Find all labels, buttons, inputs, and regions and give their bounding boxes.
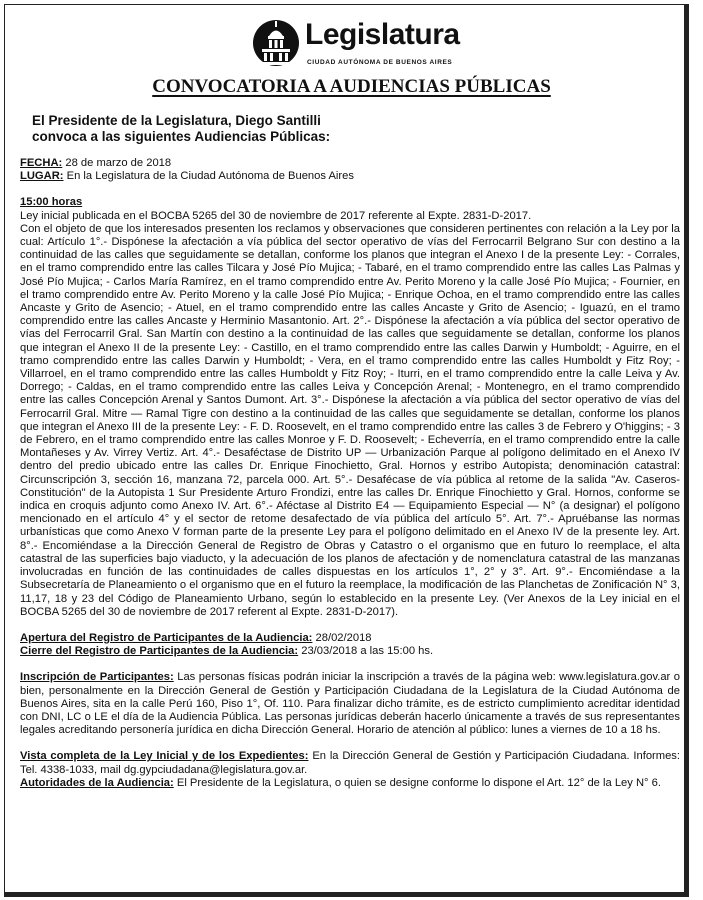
- apertura-line: [20, 632, 680, 645]
- inscripcion-label: Inscripción de Participantes:: [20, 671, 174, 684]
- logo-subtitle: CIUDAD AUTÓNOMA DE BUENOS AIRES: [307, 59, 453, 66]
- intro-line-1: El Presidente de la Legislatura, Diego Santilli: [32, 113, 321, 128]
- inscripcion-text: Las personas físicas podrán iniciar la inscripción a través de la página web: www.legislatura.gov.ar o bien, personalmente en la Dirección General de Gestión y Participación Ciudadana de la Legislatura de la Ciudad Autónoma de Buenos Aires, sita en la calle Perú 160, Piso 1°, Of. 110. Para finalizar dicho trámite, es de estricto cumplimiento acreditar identidad con DNI, LC o LE el día de la Audiencia Pública. Las personas jurídicas deberán hacerlo únicamente a través de sus representantes legales acreditando personería jurídica en dicha Dirección General. Horario de atención al público: lunes a viernes de 10 a 18 hs.: [20, 671, 680, 737]
- intro: [32, 113, 330, 145]
- autoridades-paragraph: [20, 777, 680, 790]
- vista-text: En la Dirección General de Gestión y Participación Ciudadana. Informes: Tel. 4338-1033, mail dg.gypciudadana@legislatura.gov.ar.: [20, 750, 681, 776]
- main-paragraph: Con el objeto de que los interesados presenten los reclamos y observaciones que consideren pertinentes con relación a la Ley por la cual: Artículo 1°.- Dispónese la afectación a vía pública del sector operativo de vías del Ferrocarril Belgrano Sur con destino a la continuidad de las calles que seguidamente se detallan, conforme los planos que integran el Anexo I de la presente Ley: - Corrales, en el tramo comprendido entre las calles Tilcara y José Pío Mujica; - Tabaré, en el tramo comprendido entre las calles Las Palmas y José Pío Mujica; - Carlos María Ramírez, en el tramo comprendido entre Av. Perito Moreno y la calle José Pío Mujica; - Fournier, en el tramo comprendido entre Av. Perito Moreno y la calle José Pío Mujica; - Enrique Ochoa, en el tramo comprendido entre las calles Ancaste y Grito de Asencio; - Atuel, en el tramo comprendido entre las calles Ancaste y Grito de Asencio; - Iguazú, en el tramo comprendido entre las calles Ancaste y Herminio Masantonio. Art. 2°.- Dispónese la afectación a vía pública del sector operativo de vías del Ferrocarril Gral. San Martín con destino a la continuidad de las calles que seguidamente se detallan, conforme los planos que integran el Anexo II de la presente Ley: - Castillo, en el tramo comprendido entre las calles Darwin y Humboldt; - Aguirre, en el tramo comprendido entre las calles Darwin y Humboldt; - Vera, en el tramo comprendido entre las calles Humboldt y Fitz Roy; - Villarroel, en el tramo comprendido entre las calles Humboldt y Fitz Roy; - Iturri, en el tramo comprendido entre la calle Leiva y Av. Dorrego; - Caldas, en el tramo comprendido entre las calles Leiva y Concepción Arenal; - Montenegro, en el tramo comprendido entre las calles Concepción Arenal y Santos Dumont. Art. 3°.- Dispónese la afectación a vía pública del sector operativo de vías del Ferrocarril Gral. Mitre — Ramal Tigre con destino a la continuidad de las calles que seguidamente se detallan, conforme los planos que integran el Anexo III de la presente Ley: - F. D. Roosevelt, en el tramo comprendido entre las calles 3 de Febrero y O'higgins; - 3 de Febrero, en el tramo comprendido entre las calles Monroe y F. D. Roosevelt; - Echeverría, en el tramo comprendido entre la calle Montañeses y Av. Virrey Vertiz. Art. 4°.- Desaféctase de Distrito UP — Urbanización Parque al polígono delimitado en el Anexo IV dentro del predio ubicado entre las calles Dr. Enrique Finochietto, Gral. Hornos y estribo Autopista; denominación catastral: Circunscripción 3, sección 16, manzana 72, parcela 000. Art. 5°.- Desafécase de vía pública al retome de la salida "Av. Caseros-Constitución" de la Autopista 1 Sur Presidente Arturo Frondizi, entre las calles Dr. Enrique Finochietto y Gral. Hornos, conforme se indica en croquis adjunto como Anexo IV. Art. 6°.- Aféctase al Distrito E4 — Equipamiento Especial — N° (a designar) el polígono mencionado en el artículo 4° y el sector de retome desafectado de vía pública del artículo 5°. Art. 7°.- Apruébanse las normas urbanísticas que como Anexo V forman parte de la presente Ley para el polígono delimitado en el Anexo IV de la presente ley. Art. 8°.- Encomiéndase a la Dirección General de Registro de Obras y Catastro o el organismo que en futuro lo reemplace, el alta catastral de las superficies bajo viaducto, y la adecuación de los planos de afectación y de nomenclatura catastral de las manzanas involucradas en función de las continuidades de calles dispuestas en los artículos 1°, 2° y 3°. Art. 9°.- Encomiéndase a la Subsecretaría de Planeamiento o el organismo que en el futuro la reemplace, la modificación de las Planchetas de Zonificación N° 3, 11,17, 18 y 23 del Código de Planeamiento Urbano, según lo establecido en la presente Ley. (Ver Anexos de la Ley inicial en el BOCBA 5265 del 30 de noviembre de 2017 referent al Expte. 2831-D-2017).: [20, 222, 680, 618]
- autoridades-text: El Presidente de la Legislatura, o quien se designe conforme lo dispone el Art. 12° de la Ley N° 6.: [176, 776, 661, 789]
- apertura-label: Apertura del Registro de Participantes de la Audiencia:: [20, 631, 313, 644]
- autoridades-label: Autoridades de la Audiencia:: [20, 776, 174, 789]
- lugar-label: LUGAR:: [20, 170, 64, 183]
- lugar-line: [20, 170, 680, 183]
- apertura-value: 28/02/2018: [315, 631, 372, 644]
- fecha-value: 28 de marzo de 2018: [65, 157, 172, 169]
- legislatura-logo: [253, 14, 460, 76]
- header: [0, 8, 703, 78]
- cierre-value: 23/03/2018 a las 15:00 hs.: [301, 645, 434, 658]
- vista-paragraph: [20, 750, 680, 776]
- lugar-value: En la Legislatura de la Ciudad Autónoma de Buenos Aires: [66, 170, 354, 183]
- fecha-label: FECHA:: [20, 157, 63, 169]
- hora-line: [20, 196, 680, 209]
- cierre-line: [20, 645, 680, 658]
- cierre-label: Cierre del Registro de Participantes de la Audiencia:: [20, 645, 299, 658]
- logo-wordmark: Legislatura: [305, 18, 460, 51]
- page-title: [0, 76, 703, 98]
- title-text: CONVOCATORIA A AUDIENCIAS PÚBLICAS: [152, 76, 551, 97]
- vista-label: Vista completa de la Ley Inicial y de los Expedientes:: [20, 750, 309, 763]
- ley-line: Ley inicial publicada en el BOCBA 5265 del 30 de noviembre de 2017 referente al Expte. 2831-D-2017.: [20, 209, 532, 222]
- document-body: [20, 157, 680, 790]
- fecha-line: [20, 157, 680, 170]
- inscripcion-paragraph: [20, 671, 680, 737]
- legislatura-building-icon: [253, 14, 299, 72]
- intro-line-2: convoca a las siguientes Audiencias Públicas:: [32, 129, 331, 144]
- hora-label: 15:00 horas: [20, 196, 83, 209]
